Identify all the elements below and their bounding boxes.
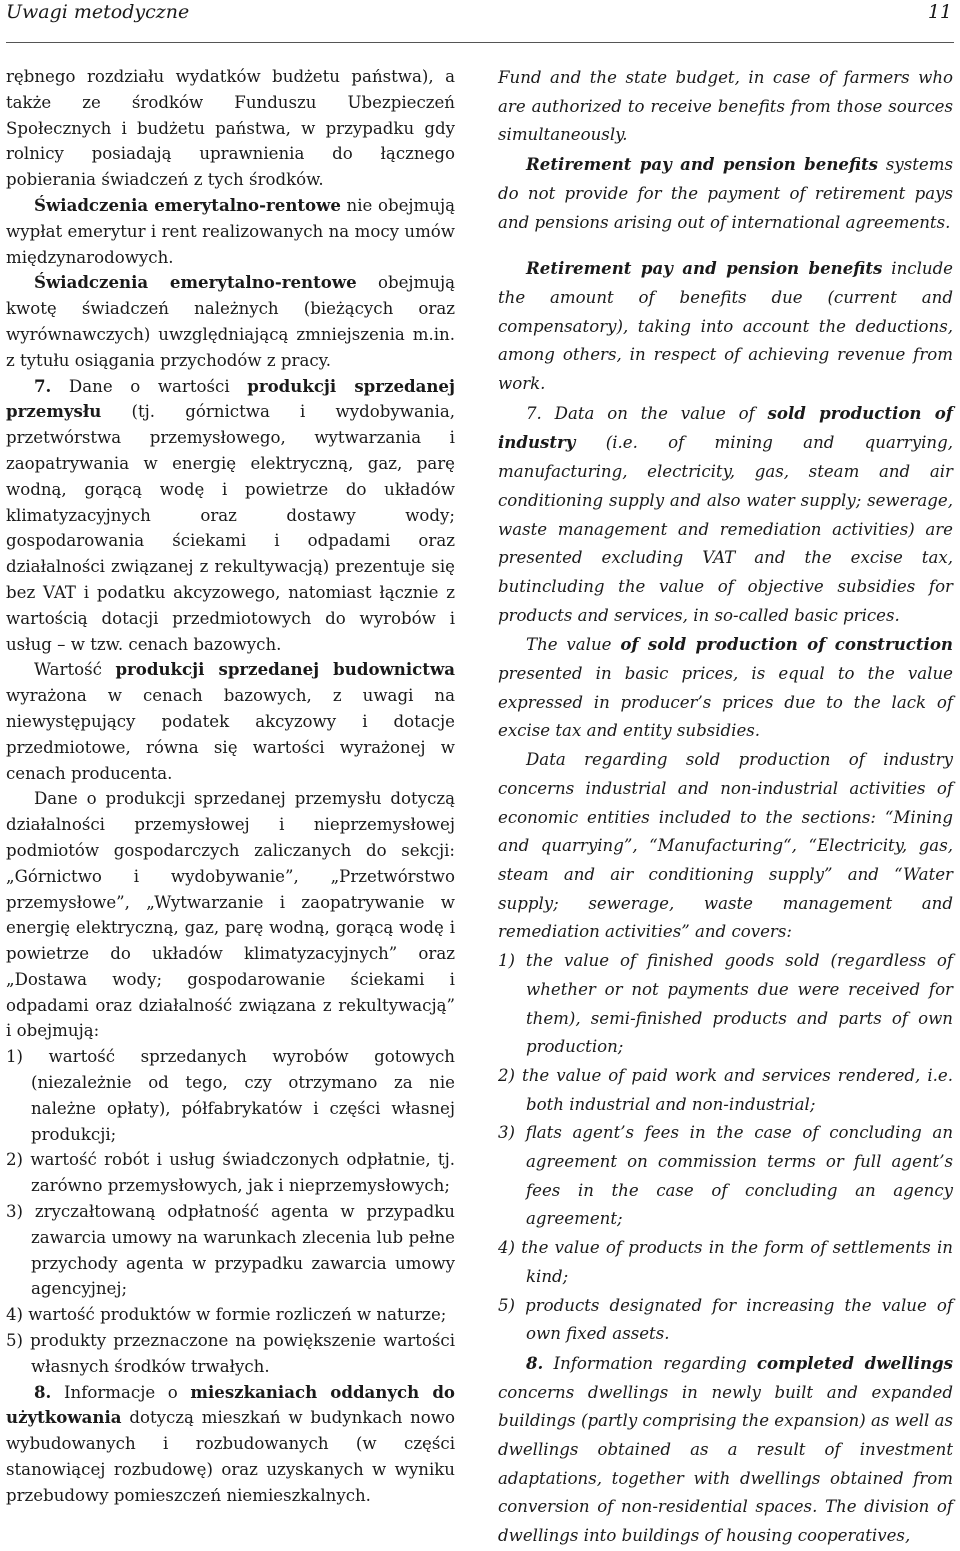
list-item: 1) wartość sprzedanych wyrobów gotowych (niezależnie od tego, czy otrzymano za nie należne opłaty), półfabrykatów i części własnej produkcji; bbox=[6, 1047, 455, 1144]
page-number: 11 bbox=[927, 1, 952, 23]
section-8-paragraph: 8. Information regarding completed dwellings concerns dwellings in newly built and expanded buildings (partly comprising the expansion) as well as dwellings obtained as a result of investment adaptations, together with dwellings obtained from conversion of non-residential spaces. The division of dwellings into buildings of housing cooperatives, bbox=[498, 1352, 953, 1546]
bold-term: Świadczenia emerytalno-rentowe bbox=[34, 272, 357, 293]
paragraph: The value of sold production of construction presented in basic prices, is equal to the value expressed in producer’s prices due to the lack of excise tax and entity subsidies. bbox=[498, 634, 953, 741]
section-8-paragraph: 8. Informacje o mieszkaniach oddanych do użytkowania dotyczą mieszkań w budynkach nowo wybudowanych i rozbudowanych (w części stanowiącej rozbudowę) oraz uzyskanych w wyniku przebudowy pomieszczeń niemieszkalnych. bbox=[6, 1381, 455, 1505]
bold-term: Retirement pay and pension benefits bbox=[526, 258, 883, 279]
coverage-list bbox=[498, 947, 953, 1349]
list-item: 2) the value of paid work and services rendered, i.e. both industrial and non-industrial; bbox=[498, 1065, 953, 1114]
paragraph: Retirement pay and pension benefits include the amount of benefits due (current and compensatory), taking into account the deductions, among others, in respect of achieving revenue from work. bbox=[498, 258, 954, 394]
section-7-paragraph: 7. Dane o wartości produkcji sprzedanej przemysłu (tj. górnictwa i wydobywania, przetwórstwa przemysłowego, wytwarzania i zaopatrywania w energię elektryczną, gaz, parę wodną, gorącą wodę i powietrze do układów klimatyzacyjnych oraz dostawy wody; gospodarowania ściekami i odpadami oraz działalności związanej z rekultywacją) prezentuje się bez VAT i podatku akcyzowego, natomiast łącznie z wartością dotacji przedmiotowych do wyrobów i usług – w tzw. cenach bazowych. bbox=[6, 375, 455, 654]
list-item: 5) produkty przeznaczone na powiększenie wartości własnych środków trwałych. bbox=[6, 1331, 455, 1376]
page-header bbox=[6, 0, 954, 43]
paragraph: Retirement pay and pension benefits systems do not provide for the payment of retirement pays and pensions arising out of international agreements. bbox=[498, 154, 953, 232]
list-item: 3) zryczałtowaną odpłatność agenta w przypadku zawarcia umowy na warunkach zlecenia lub pełne przychody agenta w przypadku zawarcia umowy agencyjnej; bbox=[6, 1202, 455, 1299]
bold-term: Świadczenia emerytalno-rentowe bbox=[34, 194, 341, 215]
paragraph: Świadczenia emerytalno-rentowe obejmują kwotę świadczeń należnych (bieżących oraz wyrównawczych) uwzględniającą zmniejszenia m.in. z tytułu osiągania przychodów z pracy. bbox=[6, 272, 455, 370]
section-number: 7. bbox=[526, 403, 542, 423]
paragraph: Wartość produkcji sprzedanej budownictwa wyrażona w cenach bazowych, z uwagi na niewystępujący podatek akcyzowy i dotacje przedmiotowe, równa się wartości wyrażonej w cenach producenta. bbox=[6, 659, 455, 783]
section-number: 7. bbox=[34, 375, 52, 396]
bold-term: sold production of industry bbox=[498, 402, 953, 453]
coverage-list bbox=[6, 1044, 455, 1379]
section-number: 8. bbox=[526, 1352, 544, 1373]
list-item: 3) flats agent’s fees in the case of concluding an agreement on commission terms or full agent’s fees in the case of concluding an agency agreement; bbox=[498, 1123, 953, 1229]
bold-term: Retirement pay and pension benefits bbox=[526, 154, 879, 175]
bold-term: of sold production of construction bbox=[620, 634, 953, 655]
list-item: 4) wartość produktów w formie rozliczeń w naturze; bbox=[6, 1305, 447, 1325]
paragraph: Świadczenia emerytalno-rentowe nie obejmują wypłat emerytur i rent realizowanych na mocy umów międzynarodowych. bbox=[6, 194, 455, 267]
paragraph: Fund and the state budget, in case of farmers who are authorized to receive benefits from those sources simultaneously. bbox=[498, 68, 953, 145]
paragraph: rębnego rozdziału wydatków budżetu państwa), a także ze środków Funduszu Ubezpieczeń Społecznych i budżetu państwa, w przypadku gdy rolnicy posiadają uprawnienia do łącznego pobierania świadczeń z tych środków. bbox=[6, 67, 455, 190]
paragraph: Data regarding sold production of industry concerns industrial and non-industrial activities of economic entities included to the sections: “Mining and quarrying”, “Manufacturing“, “Electricity, gas, steam and air conditioning supply” and “Water supply; sewerage, waste management and remediation activities” and covers: bbox=[498, 750, 953, 942]
list-item: 1) the value of finished goods sold (regardless of whether or not payments due were received for them), semi-finished products and parts of own production; bbox=[498, 951, 953, 1057]
paragraph: Dane o produkcji sprzedanej przemysłu dotyczą działalności przemysłowej i nieprzemysłowej podmiotów gospodarczych zaliczanych do sekcji: „Górnictwo i wydobywanie”, „Przetwórstwo przemysłowe”, „Wytwarzanie i zaopatrywanie w energię elektryczną, gaz, parę wodną, gorącą wodę i powietrze do układów klimatyzacyjnych” oraz „Dostawa wody; gospodarowanie ściekami i odpadami oraz działalność związana z rekultywacją” i obejmują: bbox=[6, 789, 455, 1041]
bold-term: produkcji sprzedanej budownictwa bbox=[115, 659, 455, 680]
running-title: Uwagi metodyczne bbox=[6, 1, 190, 23]
section-7-paragraph: 7. Data on the value of sold production of industry (i.e. of mining and quarrying, manufacturing, electricity, gas, steam and air conditioning supply and also water supply; sewerage, waste management and remediation activities) are presented excluding VAT and the excise tax, butincluding the value of objective subsidies for products and services, in so-called basic prices. bbox=[498, 402, 953, 625]
polish-column bbox=[6, 64, 455, 1509]
list-item: 2) wartość robót i usług świadczonych odpłatnie, tj. zarówno przemysłowych, jak i nieprzemysłowych; bbox=[6, 1150, 455, 1196]
list-item: 4) the value of products in the form of settlements in kind; bbox=[498, 1238, 953, 1286]
english-column bbox=[498, 64, 953, 1551]
bold-term: completed dwellings bbox=[756, 1352, 953, 1373]
section-number: 8. bbox=[34, 1381, 52, 1402]
bold-term: mieszkaniach oddanych do użytkowania bbox=[6, 1381, 455, 1428]
list-item: 5) products designated for increasing the value of own fixed assets. bbox=[498, 1295, 953, 1344]
bold-term: produkcji sprzedanej przemysłu bbox=[6, 375, 455, 422]
